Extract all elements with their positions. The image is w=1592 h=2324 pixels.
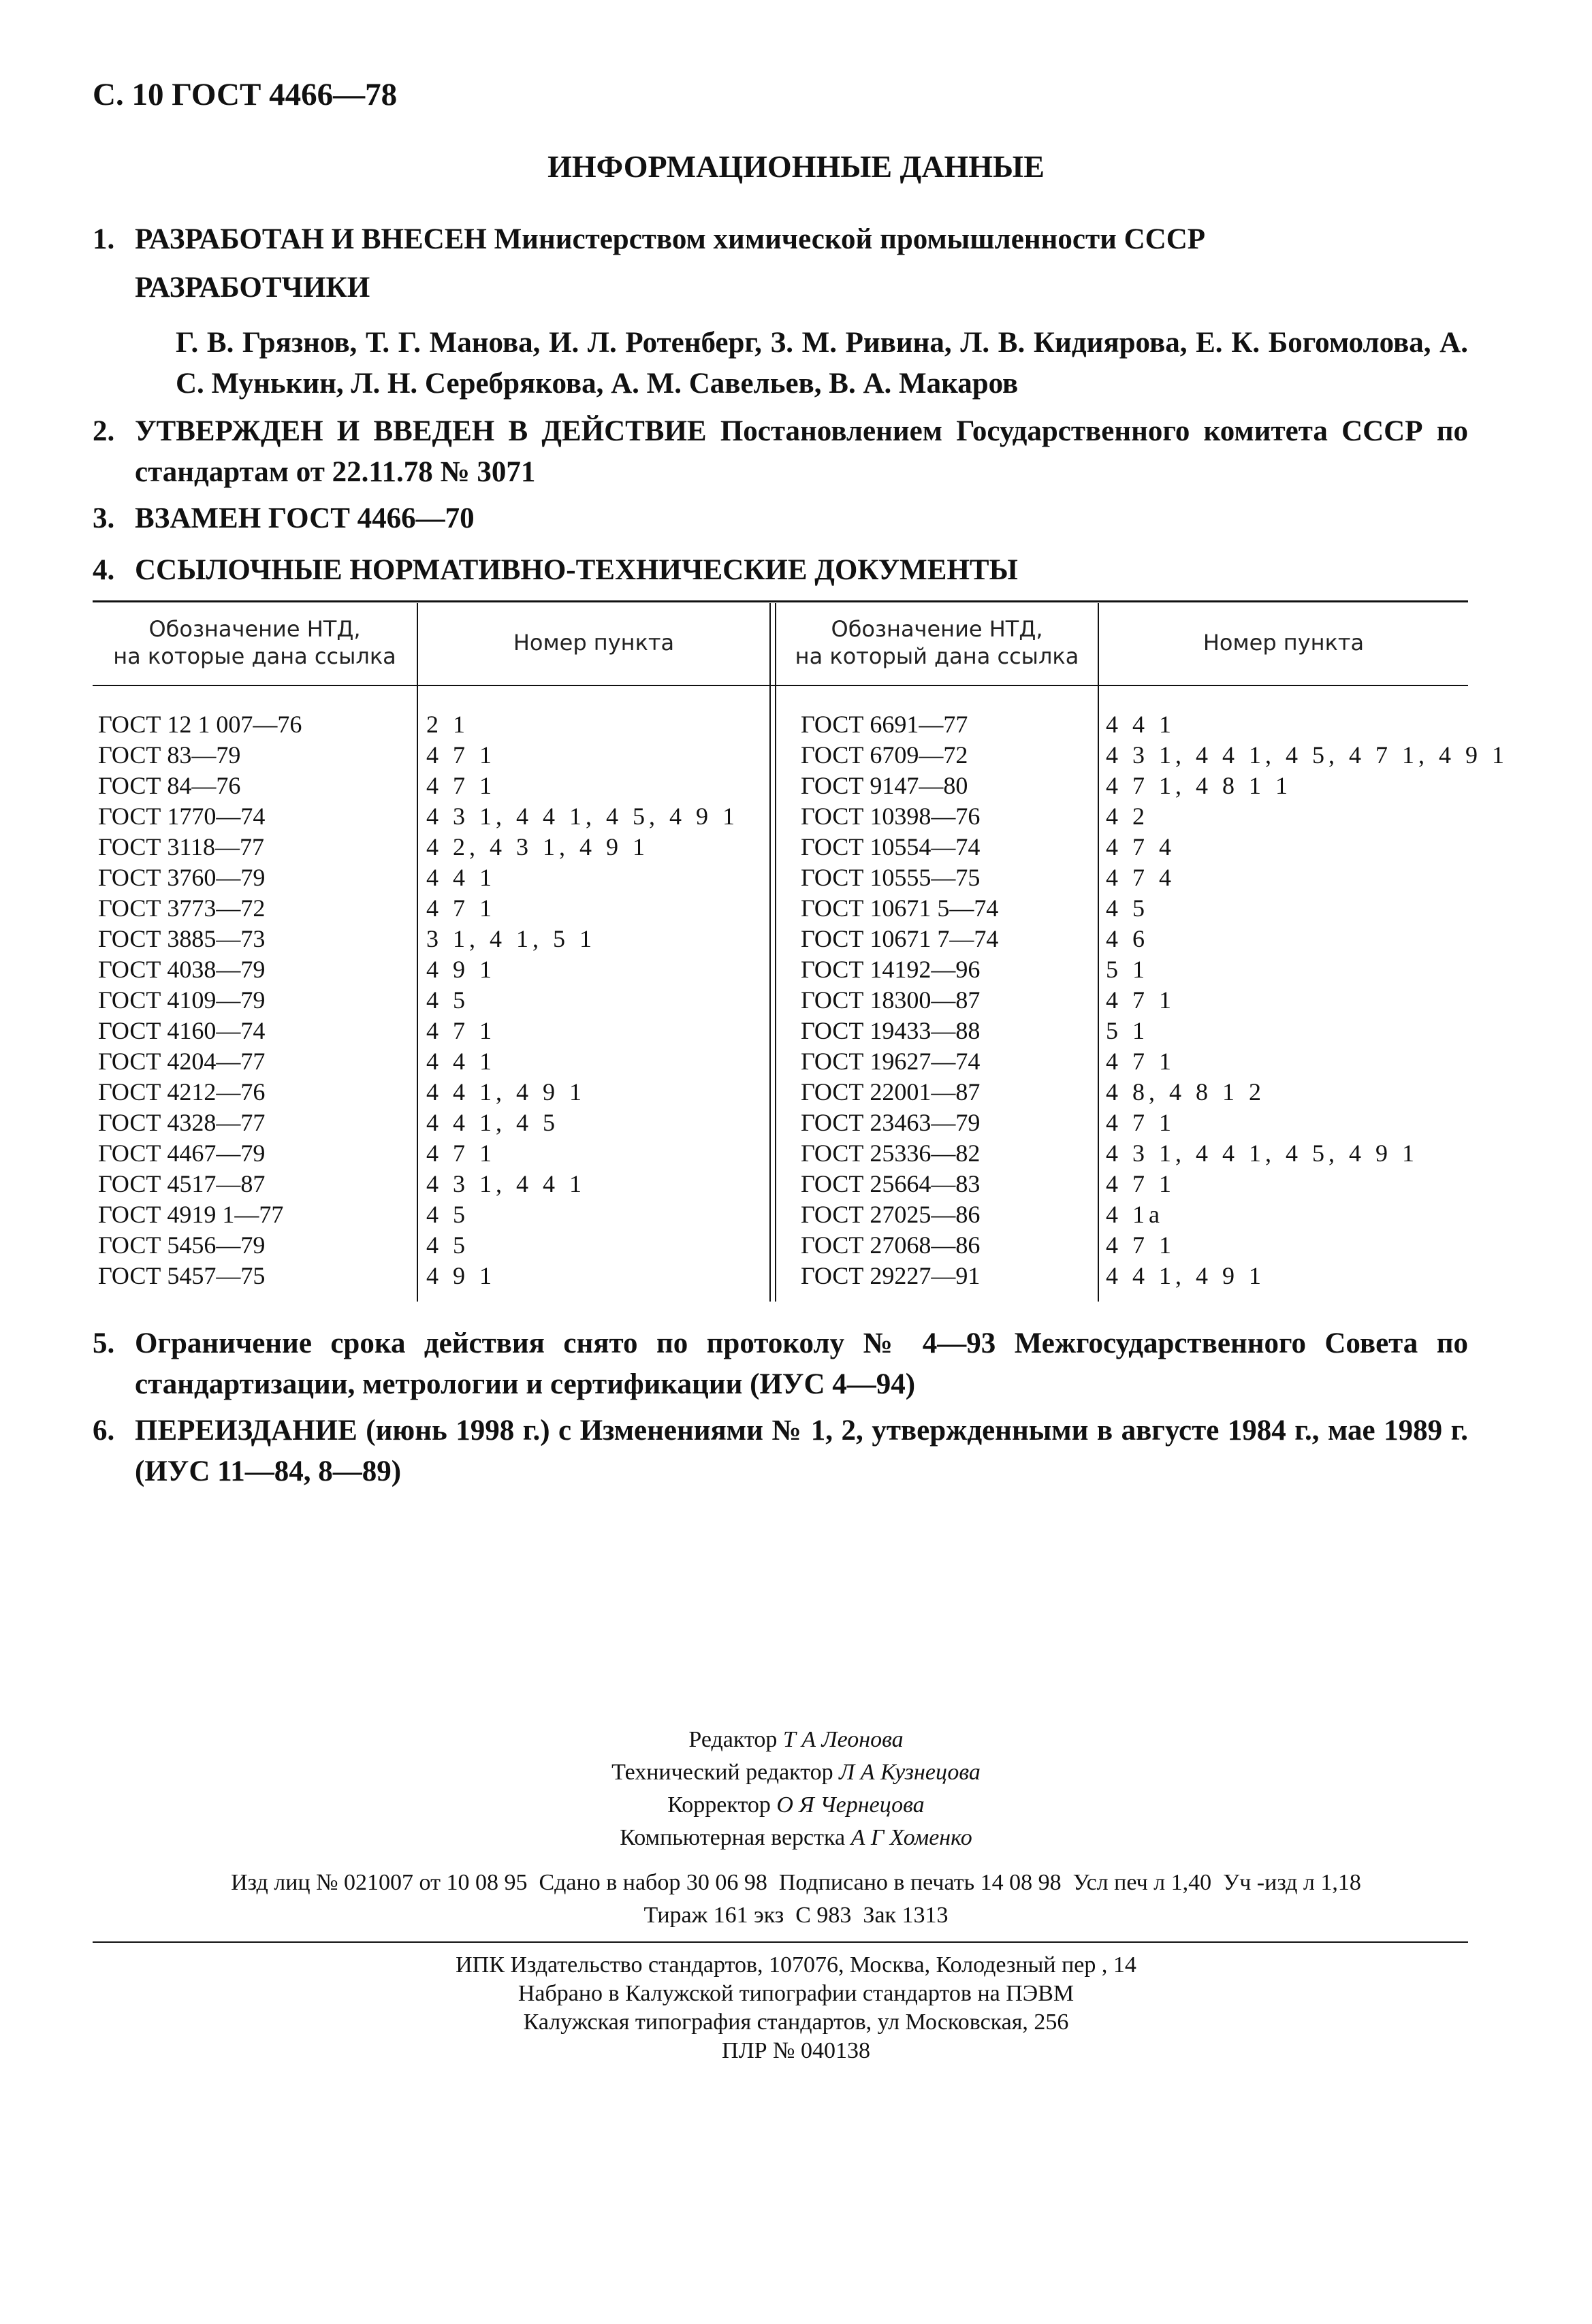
right-clause-cell: 5 1 [1106, 1017, 1149, 1044]
left-doc-cell: ГОСТ 4204—77 [98, 1048, 266, 1075]
left-doc-cell: ГОСТ 4212—76 [98, 1078, 266, 1105]
publisher-line: Набрано в Калужской типографии стандартов на ПЭВМ [518, 1981, 1074, 2006]
credit-proofreader: Корректор О Я Чернецова [667, 1792, 925, 1818]
column-divider [417, 603, 418, 1302]
left-doc-cell: ГОСТ 84—76 [98, 772, 241, 799]
left-doc-cell: ГОСТ 5456—79 [98, 1231, 266, 1259]
left-clause-cell: 4 3 1, 4 4 1, 4 5, 4 9 1 [426, 803, 739, 830]
left-clause-cell: 4 7 1 [426, 772, 496, 799]
print-info-line: Тираж 161 экз С 983 Зак 1313 [643, 1903, 949, 1928]
right-clause-cell: 4 4 1, 4 9 1 [1106, 1262, 1265, 1289]
left-doc-cell: ГОСТ 4109—79 [98, 986, 266, 1014]
item-validity [93, 1323, 1468, 1405]
left-doc-cell: ГОСТ 4328—77 [98, 1109, 266, 1136]
column-doc-left [98, 709, 411, 1291]
item-reissue [93, 1410, 1468, 1492]
right-clause-cell: 4 7 4 [1106, 864, 1175, 891]
column-divider [1098, 603, 1099, 1302]
right-doc-cell: ГОСТ 29227—91 [801, 1262, 981, 1289]
left-clause-cell: 4 4 1 [426, 864, 496, 891]
column-clause-left [426, 709, 767, 1291]
right-doc-cell: ГОСТ 6709—72 [801, 741, 968, 769]
left-doc-cell: ГОСТ 3118—77 [98, 833, 265, 860]
right-doc-cell: ГОСТ 22001—87 [801, 1078, 981, 1105]
left-doc-cell: ГОСТ 5457—75 [98, 1262, 266, 1289]
right-clause-cell: 4 7 1, 4 8 1 1 [1106, 772, 1292, 799]
right-clause-cell: 4 7 4 [1106, 833, 1175, 860]
item-text: ПЕРЕИЗДАНИЕ (июнь 1998 г.) с Изменениями № 1, 2, утвержденными в августе 1984 г., мае 1989 г. (ИУС 11—84, 8—89) [135, 1415, 1468, 1487]
left-clause-cell: 4 4 1, 4 9 1 [426, 1078, 586, 1105]
left-doc-cell: ГОСТ 1770—74 [98, 803, 266, 830]
right-doc-cell: ГОСТ 27025—86 [801, 1201, 981, 1228]
item-developed-by [93, 219, 1468, 260]
right-doc-cell: ГОСТ 10671 7—74 [801, 925, 999, 952]
right-clause-cell: 4 8, 4 8 1 2 [1106, 1078, 1265, 1105]
right-doc-cell: ГОСТ 10554—74 [801, 833, 981, 860]
right-doc-cell: ГОСТ 14192—96 [801, 956, 981, 983]
print-info [0, 1867, 1592, 1932]
left-clause-cell: 4 7 1 [426, 1140, 496, 1167]
item-number: 2. [93, 415, 115, 447]
left-doc-cell: ГОСТ 4038—79 [98, 956, 266, 983]
item-number: 4. [93, 554, 115, 586]
left-clause-cell: 4 5 [426, 986, 469, 1014]
footer-rule [93, 1941, 1468, 1943]
item-number: 1. [93, 223, 115, 255]
left-clause-cell: 4 7 1 [426, 894, 496, 922]
left-doc-cell: ГОСТ 4517—87 [98, 1170, 266, 1197]
column-doc-right [801, 709, 1094, 1291]
table-header-rule [93, 685, 1468, 686]
item-text: Постановлением Государственного комитета СССР по стандартам от 22.11.78 № 3071 [135, 415, 1469, 488]
left-doc-cell: ГОСТ 3885—73 [98, 925, 266, 952]
left-clause-cell: 3 1, 4 1, 5 1 [426, 925, 596, 952]
print-info-line: Изд лиц № 021007 от 10 08 95 Сдано в набор 30 06 98 Подписано в печать 14 08 98 Усл печ л 1,40 Уч -изд л 1,18 [231, 1870, 1361, 1895]
credits [0, 1724, 1592, 1854]
right-doc-cell: ГОСТ 25336—82 [801, 1140, 981, 1167]
right-clause-cell: 4 7 1 [1106, 1170, 1175, 1197]
right-clause-cell: 4 7 1 [1106, 1048, 1175, 1075]
item-replaces [93, 498, 1468, 539]
publisher-line: Калужская типография стандартов, ул Московская, 256 [523, 2010, 1069, 2035]
publisher-line: ИПК Издательство стандартов, 107076, Москва, Колодезный пер , 14 [456, 1952, 1136, 1978]
right-clause-cell: 4 5 [1106, 894, 1149, 922]
left-clause-cell: 4 2, 4 3 1, 4 9 1 [426, 833, 649, 860]
header-doc-right: Обозначение НТД, на который дана ссылка [795, 616, 1079, 669]
right-doc-cell: ГОСТ 19433—88 [801, 1017, 981, 1044]
left-doc-cell: ГОСТ 3773—72 [98, 894, 266, 922]
publisher-info [0, 1951, 1592, 2065]
right-doc-cell: ГОСТ 23463—79 [801, 1109, 981, 1136]
left-doc-cell: ГОСТ 83—79 [98, 741, 241, 769]
right-clause-cell: 4 2 [1106, 803, 1149, 830]
right-clause-cell: 4 7 1 [1106, 1109, 1175, 1136]
item-lead: УТВЕРЖДЕН И ВВЕДЕН В ДЕЙСТВИЕ [135, 415, 707, 447]
credit-tech-editor: Технический редактор Л А Кузнецова [611, 1760, 981, 1785]
right-doc-cell: ГОСТ 10398—76 [801, 803, 981, 830]
column-divider [769, 603, 771, 1302]
page-header: С. 10 ГОСТ 4466—78 [93, 77, 398, 112]
item-text: ССЫЛОЧНЫЕ НОРМАТИВНО-ТЕХНИЧЕСКИЕ ДОКУМЕНТЫ [135, 554, 1018, 586]
left-doc-cell: ГОСТ 4919 1—77 [98, 1201, 284, 1228]
right-doc-cell: ГОСТ 9147—80 [801, 772, 968, 799]
column-divider [775, 603, 776, 1302]
left-doc-cell: ГОСТ 12 1 007—76 [98, 711, 302, 738]
left-clause-cell: 4 9 1 [426, 1262, 496, 1289]
right-doc-cell: ГОСТ 18300—87 [801, 986, 981, 1014]
left-clause-cell: 4 5 [426, 1231, 469, 1259]
right-clause-cell: 4 1а [1106, 1201, 1164, 1228]
column-clause-right [1106, 709, 1508, 1291]
left-clause-cell: 4 4 1, 4 5 [426, 1109, 559, 1136]
item-approved [93, 411, 1468, 493]
credit-editor: Редактор Т А Леонова [688, 1727, 904, 1752]
header-clause-left: Номер пункта [513, 630, 675, 656]
item-number: 5. [93, 1327, 115, 1359]
table-top-rule [93, 600, 1468, 602]
right-clause-cell: 4 3 1, 4 4 1, 4 5, 4 9 1 [1106, 1140, 1418, 1167]
left-doc-cell: ГОСТ 3760—79 [98, 864, 266, 891]
reference-table [93, 600, 1508, 1302]
item-text: Министерством химической промышленности СССР [486, 223, 1206, 255]
right-clause-cell: 4 6 [1106, 925, 1149, 952]
left-clause-cell: 4 3 1, 4 4 1 [426, 1170, 586, 1197]
developers-list: Г. В. Грязнов, Т. Г. Манова, И. Л. Ротенберг, З. М. Ривина, Л. В. Кидиярова, Е. К. Богомолова, А. С. Мунькин, Л. Н. Серебрякова, А. М. Савельев, В. А. Макаров [176, 327, 1468, 400]
left-doc-cell: ГОСТ 4467—79 [98, 1140, 266, 1167]
right-clause-cell: 4 4 1 [1106, 711, 1175, 738]
document-title: ИНФОРМАЦИОННЫЕ ДАННЫЕ [547, 149, 1045, 184]
left-clause-cell: 4 9 1 [426, 956, 496, 983]
left-clause-cell: 4 7 1 [426, 1017, 496, 1044]
right-doc-cell: ГОСТ 6691—77 [801, 711, 968, 738]
right-doc-cell: ГОСТ 10671 5—74 [801, 894, 999, 922]
developers-heading: РАЗРАБОТЧИКИ [135, 272, 370, 304]
right-doc-cell: ГОСТ 25664—83 [801, 1170, 981, 1197]
right-clause-cell: 4 7 1 [1106, 1231, 1175, 1259]
left-clause-cell: 4 4 1 [426, 1048, 496, 1075]
header-clause-right: Номер пункта [1203, 630, 1365, 656]
right-doc-cell: ГОСТ 19627—74 [801, 1048, 981, 1075]
header-doc-left: Обозначение НТД, на которые дана ссылка [113, 616, 396, 669]
left-clause-cell: 4 5 [426, 1201, 469, 1228]
item-number: 3. [93, 502, 115, 534]
right-clause-cell: 5 1 [1106, 956, 1149, 983]
right-clause-cell: 4 7 1 [1106, 986, 1175, 1014]
right-clause-cell: 4 3 1, 4 4 1, 4 5, 4 7 1, 4 9 1 [1106, 741, 1508, 769]
right-doc-cell: ГОСТ 10555—75 [801, 864, 981, 891]
right-doc-cell: ГОСТ 27068—86 [801, 1231, 981, 1259]
left-doc-cell: ГОСТ 4160—74 [98, 1017, 266, 1044]
item-reference-docs [93, 550, 1468, 591]
credit-layout: Компьютерная верстка А Г Хоменко [620, 1825, 972, 1850]
item-number: 6. [93, 1415, 115, 1447]
item-text: ВЗАМЕН ГОСТ 4466—70 [135, 502, 475, 534]
left-clause-cell: 4 7 1 [426, 741, 496, 769]
publisher-line: ПЛР № 040138 [722, 2038, 870, 2063]
item-text: Ограничение срока действия снято по протоколу № 4—93 Межгосударственного Совета по стандартизации, метрологии и сертификации (ИУС 4—94) [135, 1327, 1468, 1400]
item-lead: РАЗРАБОТАН И ВНЕСЕН [135, 223, 487, 255]
left-clause-cell: 2 1 [426, 711, 469, 738]
